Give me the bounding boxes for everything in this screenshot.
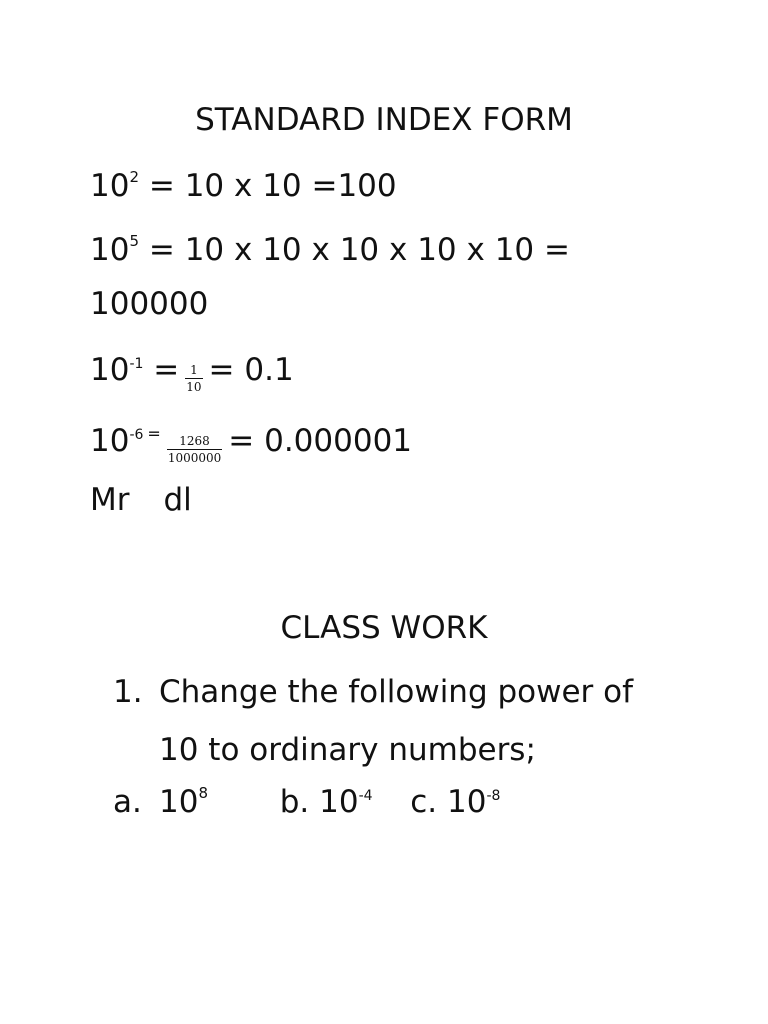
signature-part-b: dl bbox=[163, 482, 192, 518]
equation-rest: = 0.1 bbox=[208, 352, 294, 388]
equation-rest: = 10 x 10 =100 bbox=[148, 168, 397, 204]
exponent: 5 bbox=[129, 232, 139, 250]
example-ten-fifth bbox=[90, 230, 570, 270]
base: 10 bbox=[90, 168, 130, 204]
question-1 bbox=[113, 672, 633, 712]
item-label-b: b. bbox=[279, 784, 310, 820]
item-base-b: 10 bbox=[319, 784, 359, 820]
signature bbox=[90, 480, 192, 520]
signature-part-a: Mr bbox=[90, 482, 130, 518]
equals-sign: = bbox=[153, 352, 180, 388]
item-exponent-c: -8 bbox=[486, 788, 501, 804]
example-ten-squared bbox=[90, 166, 397, 206]
exponent: -1 bbox=[129, 356, 144, 372]
item-label-a: a. bbox=[113, 784, 142, 820]
equation-rest: = 0.000001 bbox=[228, 423, 413, 459]
item-exponent-b: -4 bbox=[358, 788, 373, 804]
fraction bbox=[185, 363, 202, 394]
fraction-denominator: 1000000 bbox=[167, 451, 222, 465]
item-exponent-a: 8 bbox=[198, 784, 208, 802]
example-ten-fifth-result: 100000 bbox=[90, 286, 209, 322]
example-ten-neg-six bbox=[90, 414, 412, 465]
item-base-a: 10 bbox=[159, 784, 199, 820]
base: 10 bbox=[90, 423, 130, 459]
fraction-denominator: 10 bbox=[186, 380, 202, 394]
fraction bbox=[167, 434, 222, 465]
fraction-numerator: 1 bbox=[190, 363, 198, 377]
item-label-c: c. bbox=[410, 784, 438, 820]
question-text-line-1: Change the following power of bbox=[159, 674, 634, 710]
question-number: 1. bbox=[113, 674, 143, 710]
page-title: STANDARD INDEX FORM bbox=[195, 102, 573, 138]
classwork-heading: CLASS WORK bbox=[280, 610, 488, 646]
question-1-continued: 10 to ordinary numbers; bbox=[159, 732, 536, 768]
fraction-numerator: 1268 bbox=[179, 434, 210, 448]
exponent: 2 bbox=[129, 168, 139, 186]
question-1-items bbox=[113, 782, 500, 822]
equals-sign: = bbox=[147, 424, 161, 443]
exponent: -6 bbox=[129, 427, 144, 443]
example-ten-neg-one bbox=[90, 350, 294, 394]
equation-rest: = 10 x 10 x 10 x 10 x 10 = bbox=[148, 232, 570, 268]
item-base-c: 10 bbox=[447, 784, 487, 820]
base: 10 bbox=[90, 352, 130, 388]
base: 10 bbox=[90, 232, 130, 268]
